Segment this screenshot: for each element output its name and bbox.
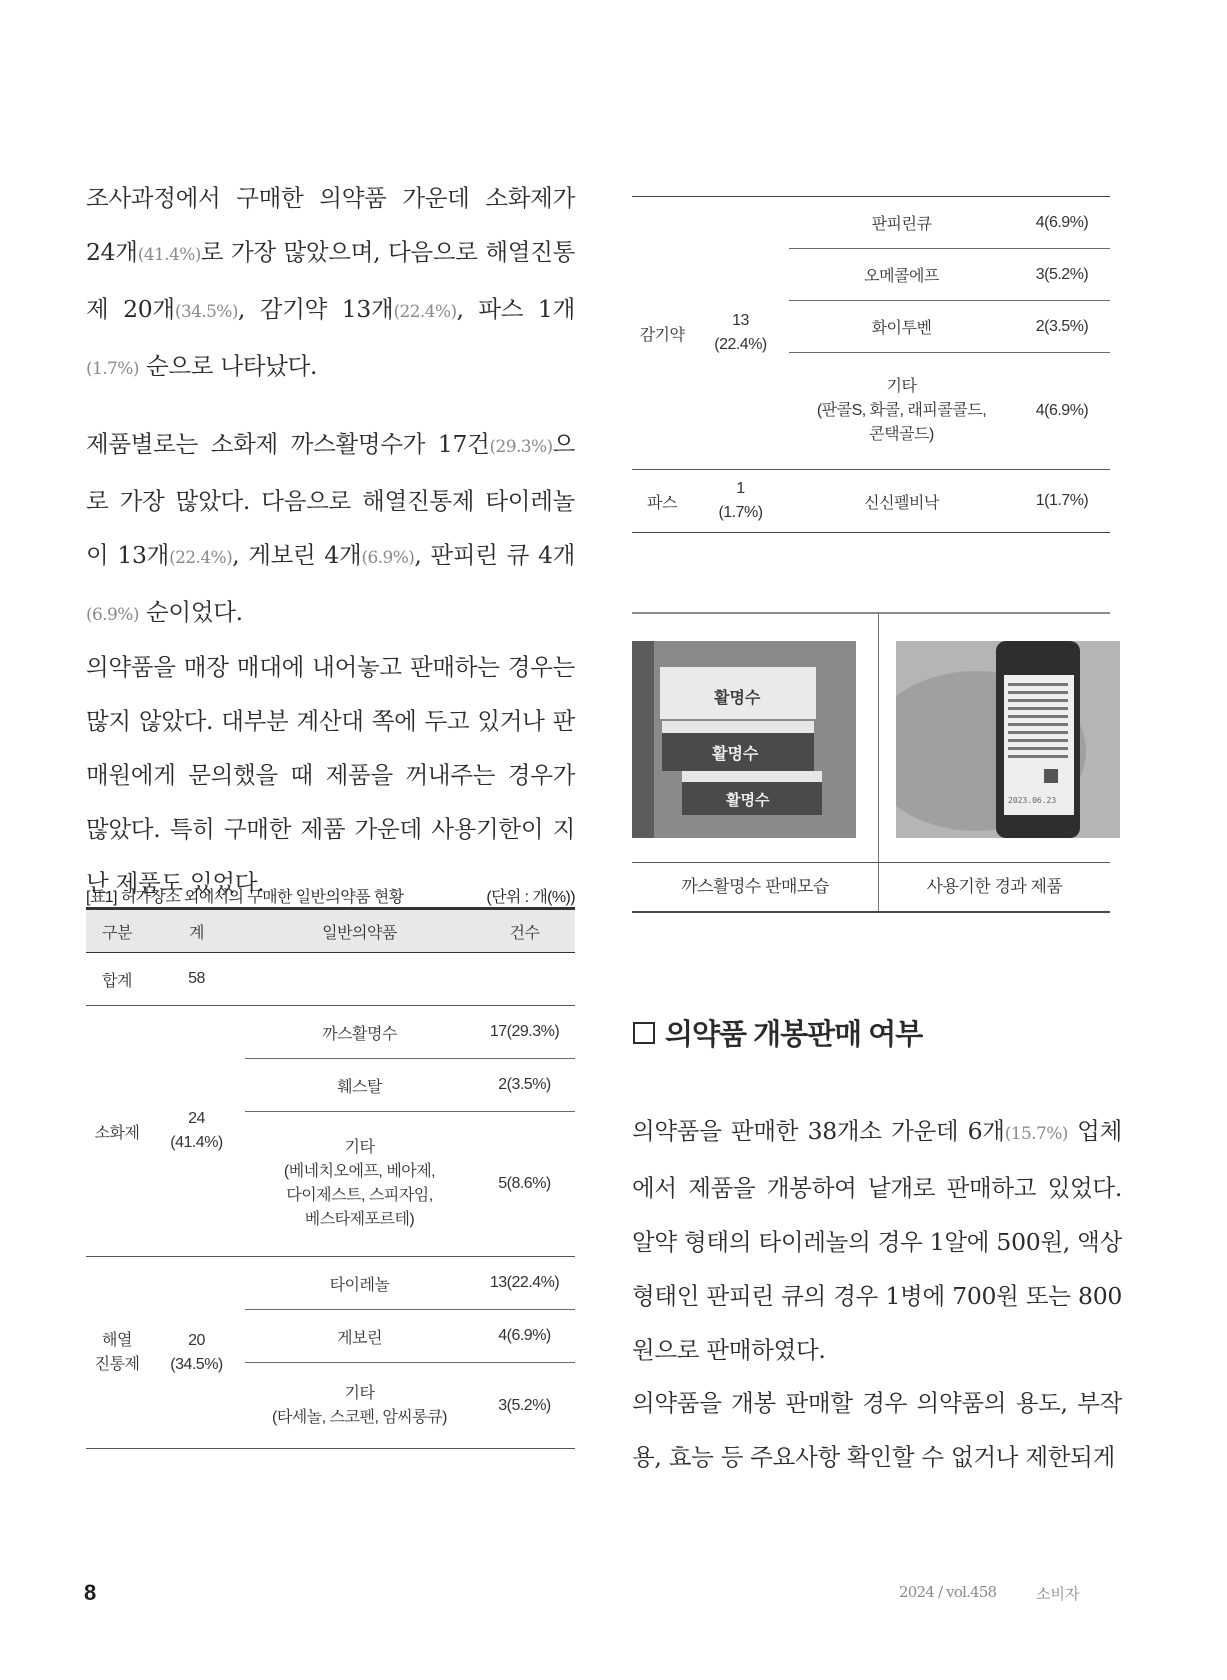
table-unit: (단위 : 개(%)) xyxy=(486,889,575,906)
cell-medicine: 기타 (판콜S, 화콜, 래피콜콜드, 콘택골드) xyxy=(789,353,1014,470)
header-total: 계 xyxy=(148,909,245,953)
cell-medicine: 기타 (베네치오에프, 베아제, 다이제스트, 스피자임, 베스타제포르테) xyxy=(245,1112,474,1257)
cell-count: 4(6.9%) xyxy=(1014,353,1110,470)
cell-category: 해열 진통제 xyxy=(86,1257,148,1449)
page-number: 8 xyxy=(84,1580,97,1605)
cell-total: 58 xyxy=(188,970,205,987)
header-category: 구분 xyxy=(86,909,148,953)
footer-magazine-name: 소비자 xyxy=(1036,1585,1080,1603)
percentage-note: (41.4%) xyxy=(137,245,201,265)
text-run: 순으로 나타났다. xyxy=(138,352,318,380)
photo-figure xyxy=(632,612,1110,913)
cell-total: 13 (22.4%) xyxy=(714,312,767,353)
cell-count: 3(5.2%) xyxy=(474,1363,575,1449)
photo-caption-2: 사용기한 경과 제품 xyxy=(926,877,1063,896)
cell-count: 3(5.2%) xyxy=(1014,249,1110,301)
svg-text:활명수: 활명수 xyxy=(712,744,759,763)
cell-medicine: 까스활명수 xyxy=(245,1006,474,1059)
cell-category: 소화제 xyxy=(86,1006,148,1257)
text-run: 제품별로는 소화제 까스활명수가 17건 xyxy=(86,430,490,458)
percentage-note: (34.5%) xyxy=(174,302,238,322)
cell-total: 1 (1.7%) xyxy=(692,470,789,533)
photo-expired-bottle xyxy=(896,641,1120,838)
text-run: 의약품을 개봉 판매할 경우 의약품의 용도, 부작용, 효능 등 주요사항 확인할 수 없거나 제한되게 xyxy=(632,1389,1122,1471)
percentage-note: (15.7%) xyxy=(1004,1124,1068,1144)
medicine-table-part-2 xyxy=(632,196,1110,533)
text-run: 조사과정에서 구매한 의약품 가운데 소화제가 24개 xyxy=(86,184,575,266)
table-row xyxy=(86,1006,575,1059)
cell-category: 파스 xyxy=(632,470,692,533)
table-row xyxy=(632,470,1110,533)
svg-text:2023.06.23: 2023.06.23 xyxy=(1008,796,1057,805)
percentage-note: (6.9%) xyxy=(361,548,415,568)
header-medicine: 일반의약품 xyxy=(245,909,474,953)
percentage-note: (22.4%) xyxy=(393,302,457,322)
photo-caption-1: 까스활명수 판매모습 xyxy=(681,877,829,896)
table-title: [표1] 허가장소 외에서의 구매한 일반의약품 현황 xyxy=(86,889,404,906)
cell-medicine: 신신펠비낙 xyxy=(789,470,1014,533)
text-run: 으로 가장 많았다. 다음으로 해열진통제 타이레놀이 13개 xyxy=(86,430,575,569)
cell-count: 4(6.9%) xyxy=(1035,213,1089,231)
body-paragraph-2 xyxy=(86,417,575,642)
percentage-note: (1.7%) xyxy=(86,359,139,379)
photo-gas-hwalmyeongsu xyxy=(632,641,856,838)
section-heading xyxy=(633,1012,922,1053)
cell-count: 2(3.5%) xyxy=(474,1059,575,1112)
section-paragraph-1 xyxy=(632,1104,1122,1377)
text-run: 의약품을 판매한 38개소 가운데 6개 xyxy=(632,1117,1005,1145)
percentage-note: (29.3%) xyxy=(489,437,553,457)
cell-total: 24 (41.4%) xyxy=(148,1006,245,1257)
cell-medicine: 훼스탈 xyxy=(245,1059,474,1112)
cell-count: 13(22.4%) xyxy=(474,1257,575,1310)
cell-total: 20 (34.5%) xyxy=(148,1257,245,1449)
text-run: , 감기약 13개 xyxy=(237,295,394,323)
cell-medicine: 게보린 xyxy=(245,1310,474,1363)
cell-count: 17(29.3%) xyxy=(474,1006,575,1059)
cell-count: 2(3.5%) xyxy=(1014,301,1110,353)
text-run: , 게보린 4개 xyxy=(232,541,362,569)
svg-text:활명수: 활명수 xyxy=(726,791,770,809)
section-paragraph-2 xyxy=(632,1376,1122,1484)
table-row xyxy=(86,1257,575,1310)
table-header-row xyxy=(86,909,575,953)
cell-medicine: 화이투벤 xyxy=(789,301,1014,353)
section-heading-text: 의약품 개봉판매 여부 xyxy=(665,1019,923,1051)
table-caption xyxy=(86,884,575,907)
body-paragraph-1 xyxy=(86,171,575,396)
cell-medicine: 오메콜에프 xyxy=(789,249,1014,301)
text-run: 의약품을 매장 매대에 내어놓고 판매하는 경우는 많지 않았다. 대부분 계산대 쪽에 두고 있거나 판매원에게 문의했을 때 제품을 꺼내주는 경우가 많았다. 특히 구매한 제품 가운데 사용기한이 지난 제품도 있었다. xyxy=(86,653,575,897)
text-run: , 파스 1개 xyxy=(456,295,575,323)
text-run: , 판피린 큐 4개 xyxy=(414,541,576,569)
cell-count: 1(1.7%) xyxy=(1014,470,1110,533)
table-row-total xyxy=(86,953,575,1006)
figure-divider-horizontal xyxy=(632,862,1110,863)
cell-count: 5(8.6%) xyxy=(474,1112,575,1257)
body-paragraph-3 xyxy=(86,640,575,910)
footer-issue: 2024 / vol.458 xyxy=(899,1583,997,1601)
square-bullet-icon xyxy=(633,1022,655,1044)
header-count: 건수 xyxy=(474,909,575,953)
cell-medicine: 판피린큐 xyxy=(871,216,932,233)
text-run: 업체에서 제품을 개봉하여 낱개로 판매하고 있었다. 알약 형태의 타이레놀의 경우 1알에 500원, 액상 형태인 판피린 큐의 경우 1병에 700원 또는 800원으로 판매하였다. xyxy=(632,1117,1122,1364)
cell-category: 합계 xyxy=(102,972,132,990)
svg-text:활명수: 활명수 xyxy=(714,688,761,707)
table-row xyxy=(632,197,1110,249)
text-run: 로 가장 많았으며, 다음으로 해열진통제 20개 xyxy=(86,238,575,323)
medicine-table-part-1 xyxy=(86,907,575,1449)
cell-count: 4(6.9%) xyxy=(474,1310,575,1363)
percentage-note: (6.9%) xyxy=(86,605,139,625)
text-run: 순이었다. xyxy=(138,598,243,626)
cell-category: 감기약 xyxy=(639,326,685,344)
cell-medicine: 타이레놀 xyxy=(245,1257,474,1310)
percentage-note: (22.4%) xyxy=(169,548,233,568)
cell-medicine: 기타 (타세놀, 스코펜, 암씨롱큐) xyxy=(245,1363,474,1449)
